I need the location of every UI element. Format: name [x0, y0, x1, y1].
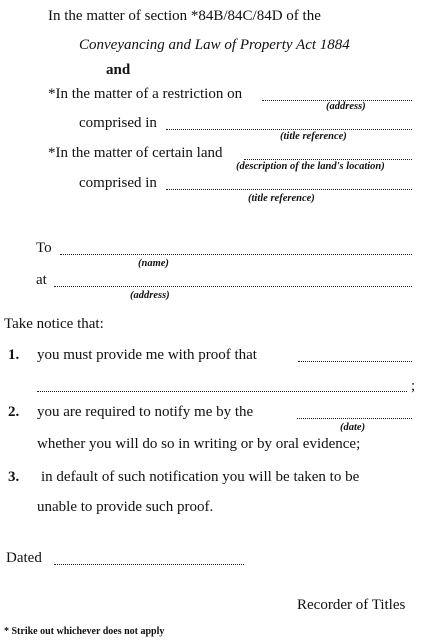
restriction-title-field[interactable] — [166, 129, 412, 130]
notice-intro: Take notice that: — [4, 316, 104, 332]
act-title: Conveyancing and Law of Property Act 1884 — [79, 37, 350, 53]
restriction-comprised-label: comprised in — [79, 115, 157, 131]
land-description-field[interactable] — [244, 159, 412, 160]
address-field[interactable] — [54, 286, 412, 287]
signature-label: Recorder of Titles — [297, 597, 406, 613]
to-label: To — [36, 240, 52, 256]
item-1-number: 1. — [8, 347, 20, 363]
land-description-caption: (description of the land's location) — [236, 161, 385, 172]
item-3-number: 3. — [8, 469, 20, 485]
date-field[interactable] — [297, 418, 412, 419]
item-1-text: you must provide me with proof that — [37, 347, 257, 363]
land-comprised-label: comprised in — [79, 175, 157, 191]
and-label: and — [106, 62, 131, 78]
land-title-field[interactable] — [166, 189, 412, 190]
proof-field-continued[interactable] — [37, 391, 407, 392]
item-3-text: in default of such notification you will be taken to be — [41, 469, 360, 485]
header-line-1: In the matter of section *84B/84C/84D of the — [48, 8, 321, 24]
dated-label: Dated — [6, 550, 42, 566]
name-field[interactable] — [60, 254, 412, 255]
address-caption: (address) — [130, 290, 170, 301]
item-2-number: 2. — [8, 404, 20, 420]
restriction-address-caption: (address) — [326, 101, 366, 112]
item-2-text-continued: whether you will do so in writing or by oral evidence; — [37, 436, 361, 452]
dated-field[interactable] — [54, 564, 244, 565]
footnote: * Strike out whichever does not apply — [4, 626, 165, 637]
restriction-title-caption: (title reference) — [280, 131, 347, 142]
date-caption: (date) — [340, 422, 366, 433]
item-2-text: you are required to notify me by the — [37, 404, 254, 420]
name-caption: (name) — [138, 258, 169, 269]
at-label: at — [36, 272, 47, 288]
land-title-caption: (title reference) — [248, 193, 315, 204]
restriction-label: *In the matter of a restriction on — [48, 86, 243, 102]
item-1-end: ; — [411, 378, 416, 394]
proof-field[interactable] — [298, 361, 412, 362]
land-label: *In the matter of certain land — [48, 145, 223, 161]
item-3-text-continued: unable to provide such proof. — [37, 499, 214, 515]
